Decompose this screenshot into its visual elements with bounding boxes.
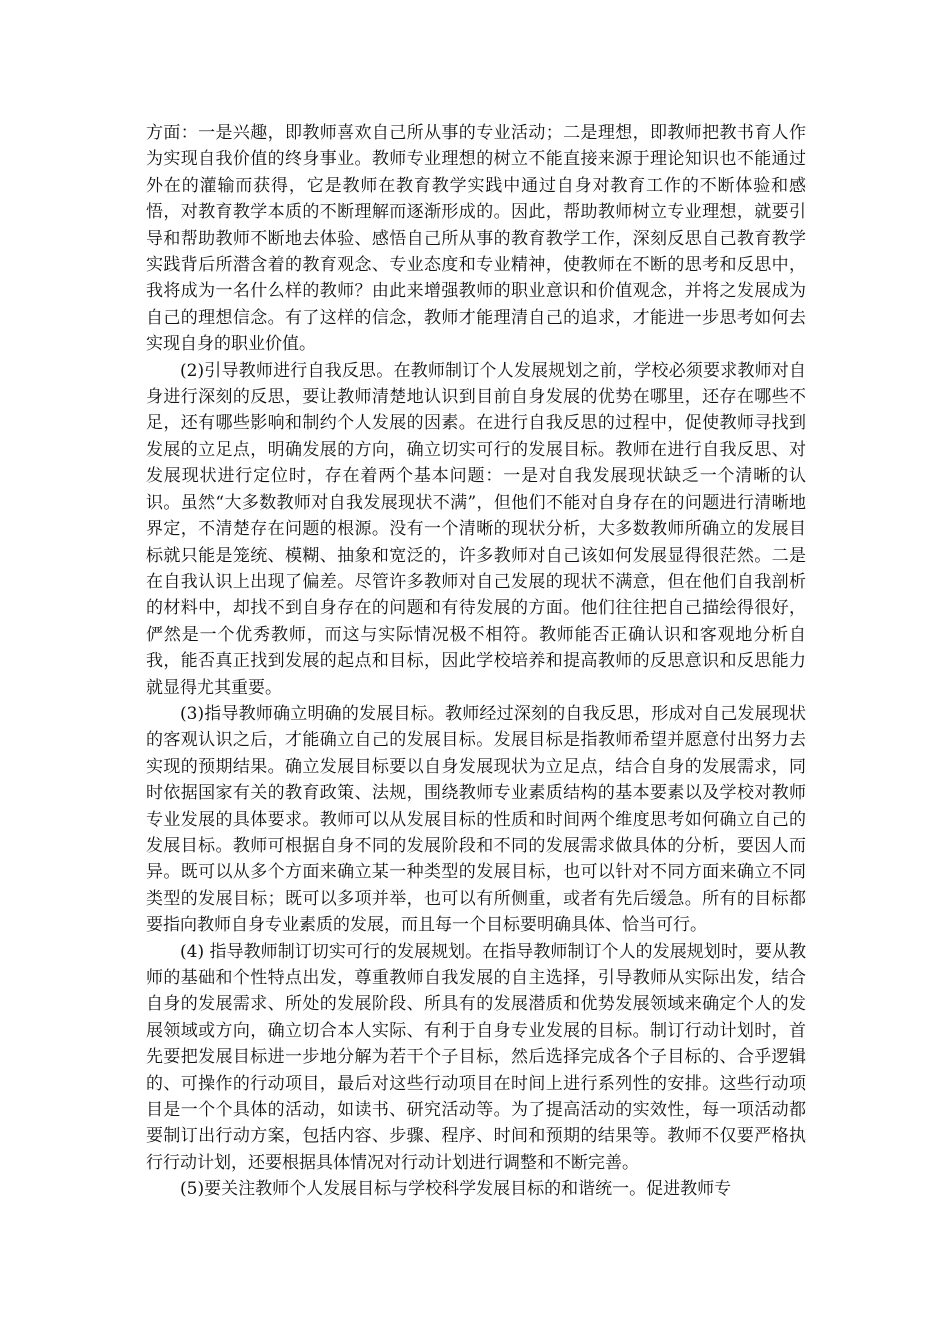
paragraph-development-goals: (3)指导教师确立明确的发展目标。教师经过深刻的自我反思，形成对自己发展现状的客观认识之后，才能确立自己的发展目标。发展目标是指教师希望并愿意付出努力去实现的预期结果。确立发展目标要以自身发展现状为立足点，结合自身的发展需求，同时依据国家有关的教育政策、法规，围绕教师专业素质结构的基本要素以及学校对教师专业发展的具体要求。教师可以从发展目标的性质和时间两个维度思考如何确立自己的发展目标。教师可根据自身不同的发展阶段和不同的发展需求做具体的分析，要因人而异。既可以从多个方面来确立某一种类型的发展目标，也可以针对不同方面来确立不同类型的发展目标；既可以多项并举，也可以有所侧重，或者有先后缓急。所有的目标都要指向教师自身专业素质的发展，而且每一个目标要明确具体、恰当可行。 [146, 703, 806, 936]
paragraph-self-reflection: (2)引导教师进行自我反思。在教师制订个人发展规划之前，学校必须要求教师对自身进行深刻的反思，要让教师清楚地认识到目前自身发展的优势在哪里，还存在哪些不足，还有哪些影响和制约个人发展的因素。在进行自我反思的过程中，促使教师寻找到发展的立足点，明确发展的方向，确立切实可行的发展目标。教师在进行自我反思、对发展现状进行定位时，存在着两个基本问题：一是对自我发展现状缺乏一个清晰的认识。虽然“大多数教师对自我发展现状不满”，但他们不能对自身存在的问题进行清晰地界定，不清楚存在问题的根源。没有一个清晰的现状分析，大多数教师所确立的发展目标就只能是笼统、模糊、抽象和宽泛的，许多教师对自己该如何发展显得很茫然。二是在自我认识上出现了偏差。尽管许多教师对自己发展的现状不满意，但在他们自我剖析的材料中，却找不到自身存在的问题和有待发展的方面。他们往往把自己描绘得很好，俨然是一个优秀教师，而这与实际情况极不相符。教师能否正确认识和客观地分析自我，能否真正找到发展的起点和目标，因此学校培养和提高教师的反思意识和反思能力就显得尤其重要。 [146, 360, 806, 698]
paragraph-development-plan: (4) 指导教师制订切实可行的发展规划。在指导教师制订个人的发展规划时，要从教师的基础和个性特点出发，尊重教师自我发展的自主选择，引导教师从实际出发，结合自身的发展需求、所处的发展阶段、所具有的发展潜质和优势发展领域来确定个人的发展领域或方向，确立切合本人实际、有利于自身专业发展的目标。制订行动计划时，首先要把发展目标进一步地分解为若干个子目标，然后选择完成各个子目标的、合乎逻辑的、可操作的行动项目，最后对这些行动项目在时间上进行系列性的安排。这些行动项目是一个个具体的活动，如读书、研究活动等。为了提高活动的实效性，每一项活动都要制订出行动方案，包括内容、步骤、程序、时间和预期的结果等。教师不仅要严格执行行动计划，还要根据具体情况对行动计划进行调整和不断完善。 [146, 941, 806, 1173]
paragraph-goal-harmony: (5)要关注教师个人发展目标与学校科学发展目标的和谐统一。促进教师专 [180, 1179, 732, 1200]
document-body [146, 120, 806, 1203]
paragraph-continuation: 方面：一是兴趣，即教师喜欢自己所从事的专业活动；二是理想，即教师把教书育人作为实现自我价值的终身事业。教师专业理想的树立不能直接来源于理论知识也不能通过外在的灌输而获得，它是教师在教育教学实践中通过自身对教育工作的不断体验和感悟，对教育教学本质的不断理解而逐渐形成的。因此，帮助教师树立专业理想，就要引导和帮助教师不断地去体验、感悟自己所从事的教育教学工作，深刻反思自己教育教学实践背后所潜含着的教育观念、专业态度和专业精神，使教师在不断的思考和反思中，我将成为一名什么样的教师？由此来增强教师的职业意识和价值观念，并将之发展成为自己的理想信念。有了这样的信念，教师才能理清自己的追求，才能进一步思考如何去实现自身的职业价值。 [146, 123, 806, 355]
